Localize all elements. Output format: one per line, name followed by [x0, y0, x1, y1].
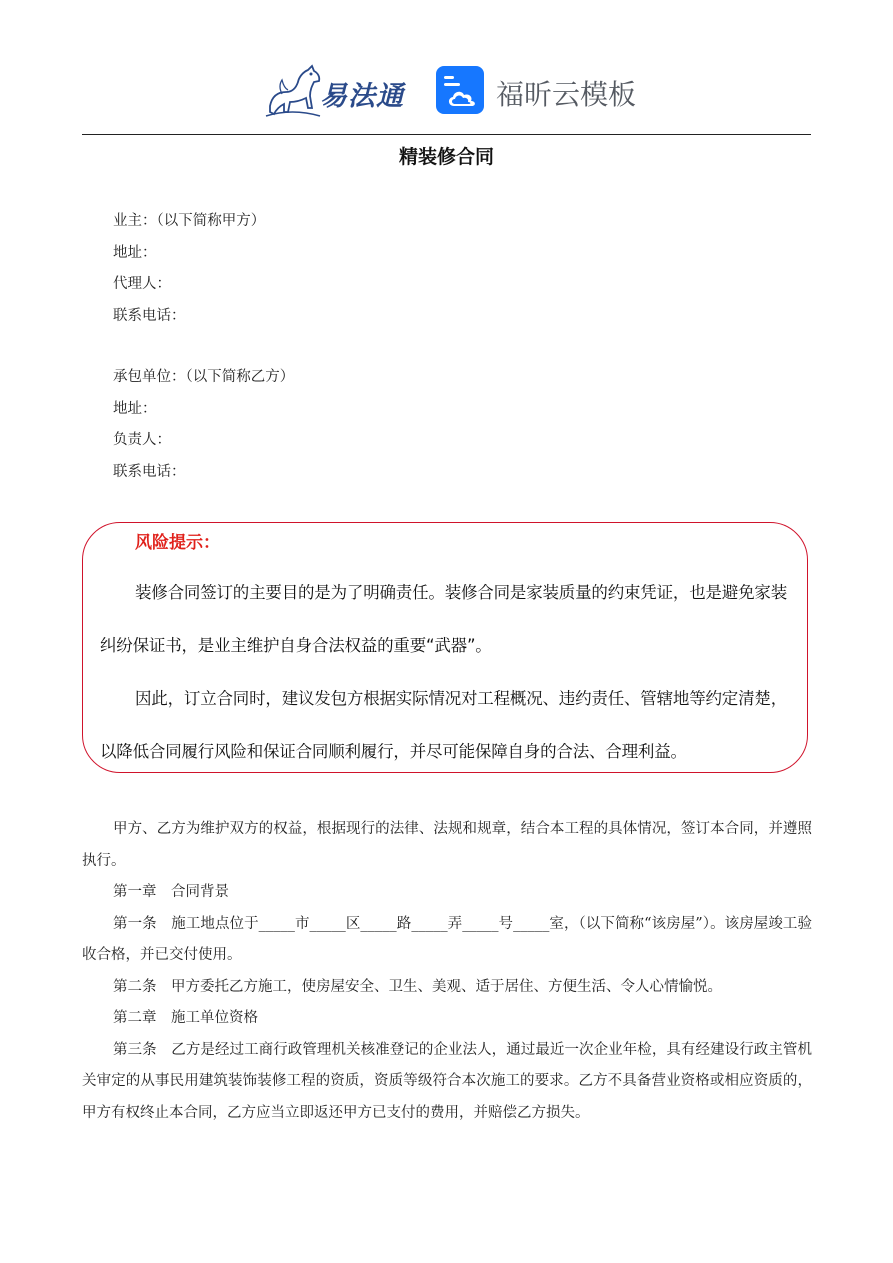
party-b-manager-line: 负责人：: [113, 432, 171, 448]
document-title: 精装修合同: [398, 146, 494, 168]
article-3-paragraph: 第三条 乙方是经过工商行政管理机关核准登记的企业法人，通过最近一次企业年检，具有经建设行政主管机关审定的从事民用建筑装饰装修工程的资质，资质等级符合本次施工的要求。乙方不具备营业资格或相应资质的，甲方有权终止本合同，乙方应当立即返还甲方已支付的费用，并赔偿乙方损失。: [82, 1041, 812, 1121]
logo-bar: [0, 60, 893, 122]
party-a-owner-line: 业主：（以下简称甲方）: [113, 213, 266, 229]
party-a-agent-line: 代理人：: [113, 276, 171, 292]
yifatong-brand-text: 易法通: [320, 81, 404, 112]
party-b-phone-line: 联系电话：: [113, 463, 186, 480]
cloud-template-app-icon: [436, 66, 484, 114]
article-2-paragraph: 第二条 甲方委托乙方施工，使房屋安全、卫生、美观、适于居住、方便生活、令人心情愉悦。: [113, 978, 722, 995]
risk-notice-paragraph-2: 因此，订立合同时，建议发包方根据实际情况对工程概况、违约责任、管辖地等约定清楚，以降低合同履行风险和保证合同顺利履行，并尽可能保障自身的合法、合理利益。: [100, 689, 788, 761]
party-b-address-line: 地址：: [113, 400, 157, 417]
risk-notice-title: 风险提示：: [135, 533, 220, 553]
article-1-paragraph: 第一条 施工地点位于_____市_____区_____路_____弄_____号_____室，（以下简称“该房屋”）。该房屋竣工验收合格，并已交付使用。: [82, 915, 812, 963]
yifatong-logo: [262, 62, 412, 118]
party-a-phone-line: 联系电话：: [113, 307, 186, 324]
party-a-info: [113, 206, 265, 332]
party-a-address-line: 地址：: [113, 244, 157, 261]
preamble-paragraph: 甲方、乙方为维护双方的权益，根据现行的法律、法规和规章，结合本工程的具体情况，签订本合同，并遵照执行。: [82, 821, 812, 869]
contract-body: [82, 814, 812, 1129]
party-b-contractor-line: 承包单位：（以下简称乙方）: [113, 369, 295, 385]
fuxin-logo: [436, 64, 656, 118]
party-b-info: [113, 362, 294, 488]
header-divider: [82, 134, 811, 135]
chapter-1-heading: 第一章 合同背景: [113, 884, 229, 900]
chapter-2-heading: 第二章 施工单位资格: [113, 1010, 258, 1026]
horse-emblem-icon: [262, 62, 324, 120]
fuxin-brand-text: 福昕云模板: [496, 78, 637, 111]
risk-notice-paragraph-1: 装修合同签订的主要目的是为了明确责任。装修合同是家装质量的约束凭证，也是避免家装纠纷保证书，是业主维护自身合法权益的重要“武器”。: [100, 583, 788, 655]
